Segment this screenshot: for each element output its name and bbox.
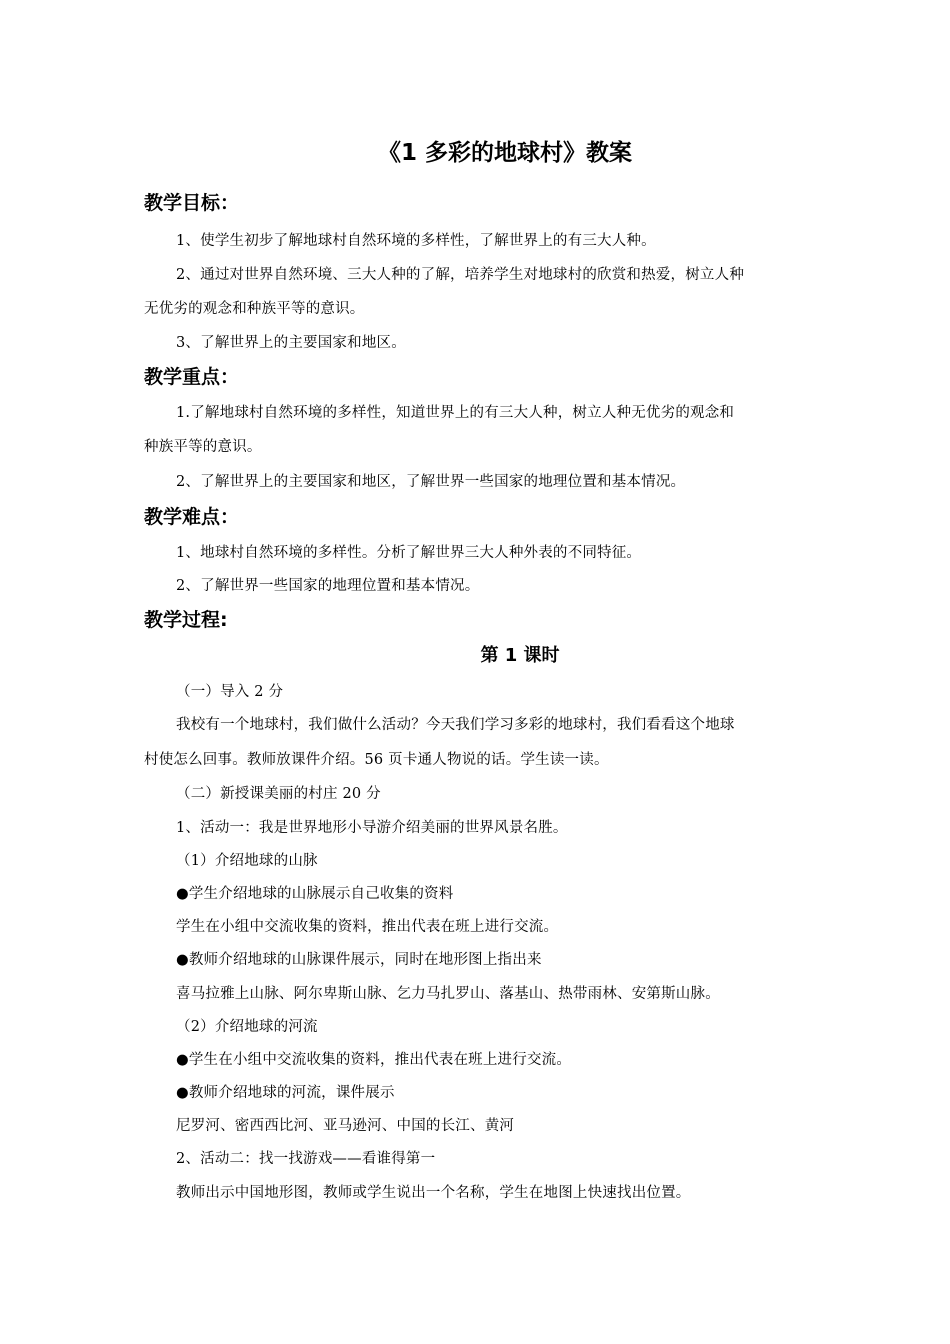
process-line-4: （二）新授课美丽的村庄 20 分: [176, 786, 381, 802]
process-line-10: 喜马拉雅上山脉、阿尔卑斯山脉、乞力马扎罗山、落基山、热带雨林、安第斯山脉。: [176, 986, 720, 1002]
process-line-9: ●教师介绍地球的山脉课件展示，同时在地形图上指出来: [176, 952, 542, 968]
process-line-2: 我校有一个地球村，我们做什么活动？今天我们学习多彩的地球村，我们看看这个地球: [176, 717, 735, 733]
lesson-title: 第 1 课时: [480, 645, 560, 666]
goal-line-4: 3、了解世界上的主要国家和地区。: [176, 335, 406, 351]
key-heading: 教学重点：: [144, 366, 240, 388]
difficult-line-1: 1、地球村自然环境的多样性。分析了解世界三大人种外表的不同特征。: [176, 545, 642, 561]
document-title: 《1 多彩的地球村》教案: [377, 140, 632, 166]
key-line-3: 2、了解世界上的主要国家和地区，了解世界一些国家的地理位置和基本情况。: [176, 474, 686, 490]
goal-line-3: 无优劣的观念和种族平等的意识。: [144, 301, 365, 317]
process-line-1: （一）导入 2 分: [176, 684, 284, 700]
key-line-1: 1.了解地球村自然环境的多样性，知道世界上的有三大人种，树立人种无优劣的观念和: [176, 405, 735, 421]
process-line-16: 教师出示中国地形图，教师或学生说出一个名称，学生在地图上快速找出位置。: [176, 1185, 691, 1201]
process-line-12: ●学生在小组中交流收集的资料，推出代表在班上进行交流。: [176, 1052, 572, 1068]
process-line-11: （2）介绍地球的河流: [176, 1019, 318, 1035]
goal-line-2: 2、通过对世界自然环境、三大人种的了解，培养学生对地球村的欣赏和热爱，树立人种: [176, 267, 745, 283]
process-line-6: （1）介绍地球的山脉: [176, 853, 318, 869]
process-line-13: ●教师介绍地球的河流，课件展示: [176, 1085, 395, 1101]
process-line-15: 2、活动二：找一找游戏——看谁得第一: [176, 1151, 436, 1167]
difficult-heading: 教学难点：: [144, 506, 240, 528]
goals-heading: 教学目标：: [144, 192, 240, 214]
process-line-5: 1、活动一：我是世界地形小导游介绍美丽的世界风景名胜。: [176, 820, 568, 836]
difficult-line-2: 2、了解世界一些国家的地理位置和基本情况。: [176, 578, 480, 594]
key-line-2: 种族平等的意识。: [144, 439, 262, 455]
process-heading: 教学过程:: [144, 609, 228, 631]
goal-line-1: 1、使学生初步了解地球村自然环境的多样性，了解世界上的有三大人种。: [176, 233, 656, 249]
process-line-14: 尼罗河、密西西比河、亚马逊河、中国的长江、黄河: [176, 1118, 515, 1134]
process-line-8: 学生在小组中交流收集的资料，推出代表在班上进行交流。: [176, 919, 559, 935]
process-line-7: ●学生介绍地球的山脉展示自己收集的资料: [176, 886, 454, 902]
process-line-3: 村使怎么回事。教师放课件介绍。56 页卡通人物说的话。学生读一读。: [144, 752, 609, 768]
